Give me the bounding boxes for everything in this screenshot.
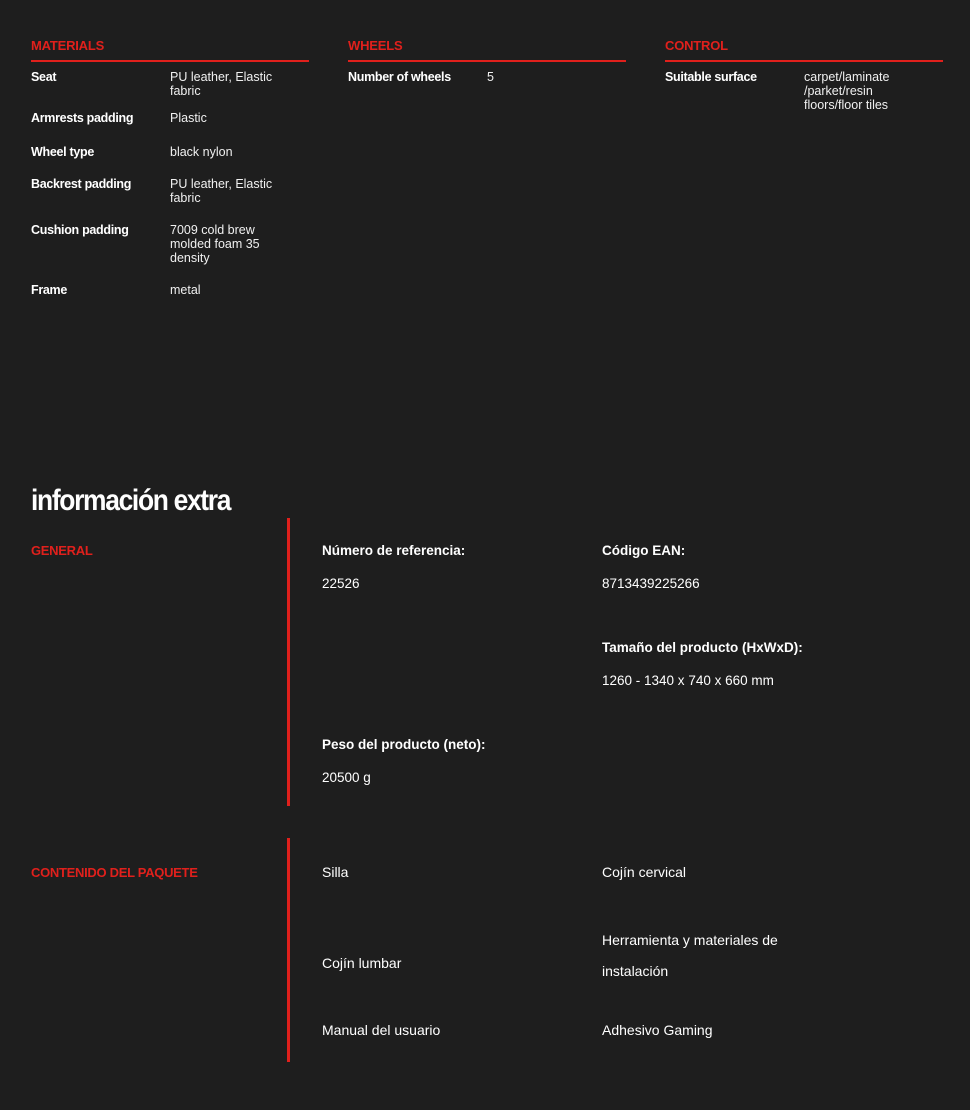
spec-row (31, 177, 309, 205)
spec-key: Wheel type (31, 145, 94, 159)
weight-label: Peso del producto (neto): (322, 737, 486, 752)
spec-row (31, 111, 309, 125)
ean-label: Código EAN: (602, 543, 686, 558)
spec-row (348, 70, 626, 84)
weight-value: 20500 g (322, 770, 371, 785)
package-item: Adhesivo Gaming (602, 1022, 713, 1038)
package-item: Cojín lumbar (322, 955, 402, 971)
spec-value: PU leather, Elastic fabric (170, 70, 273, 98)
spec-row (31, 145, 309, 159)
spec-key: Cushion padding (31, 223, 129, 237)
package-item: Manual del usuario (322, 1022, 441, 1038)
ean-field (602, 543, 700, 591)
size-label: Tamaño del producto (HxWxD): (602, 640, 803, 655)
spec-key: Armrests padding (31, 111, 134, 125)
reference-field (322, 543, 465, 591)
size-value: 1260 - 1340 x 740 x 660 mm (602, 673, 774, 688)
reference-value: 22526 (322, 576, 360, 591)
size-field (602, 640, 803, 688)
spec-key: Frame (31, 283, 68, 297)
wheels-rows (348, 70, 626, 84)
package-divider (287, 838, 290, 1062)
spec-row (31, 283, 309, 297)
package-label: CONTENIDO DEL PAQUETE (31, 865, 198, 880)
spec-value: Plastic (170, 111, 207, 125)
general-label: GENERAL (31, 543, 93, 558)
package-item: Cojín cervical (602, 864, 687, 880)
control-column (665, 38, 943, 125)
control-heading: CONTROL (665, 38, 943, 62)
weight-field (322, 737, 486, 785)
spec-value: PU leather, Elastic fabric (170, 177, 273, 205)
materials-heading: MATERIALS (31, 38, 309, 62)
spec-key: Number of wheels (348, 70, 451, 84)
spec-value: 5 (487, 70, 494, 84)
ean-value: 8713439225266 (602, 576, 700, 591)
spec-key: Seat (31, 70, 57, 84)
spec-key: Backrest padding (31, 177, 132, 191)
control-rows (665, 70, 943, 112)
wheels-heading: WHEELS (348, 38, 626, 62)
package-item: Herramienta y materiales de instalación (602, 932, 778, 979)
spec-value: black nylon (170, 145, 233, 159)
spec-value: carpet/laminate /parket/resin floors/floor tiles (804, 70, 890, 112)
package-item: Silla (322, 864, 349, 880)
materials-column (31, 38, 309, 310)
extra-info-title: información extra (31, 484, 231, 517)
spec-row (665, 70, 943, 112)
spec-value: metal (170, 283, 201, 297)
spec-key: Suitable surface (665, 70, 757, 84)
reference-label: Número de referencia: (322, 543, 466, 558)
spec-row (31, 223, 309, 265)
spec-value: 7009 cold brew molded foam 35 density (170, 223, 260, 265)
wheels-column (348, 38, 626, 97)
general-divider (287, 518, 290, 806)
materials-rows (31, 70, 309, 297)
spec-row (31, 70, 309, 98)
